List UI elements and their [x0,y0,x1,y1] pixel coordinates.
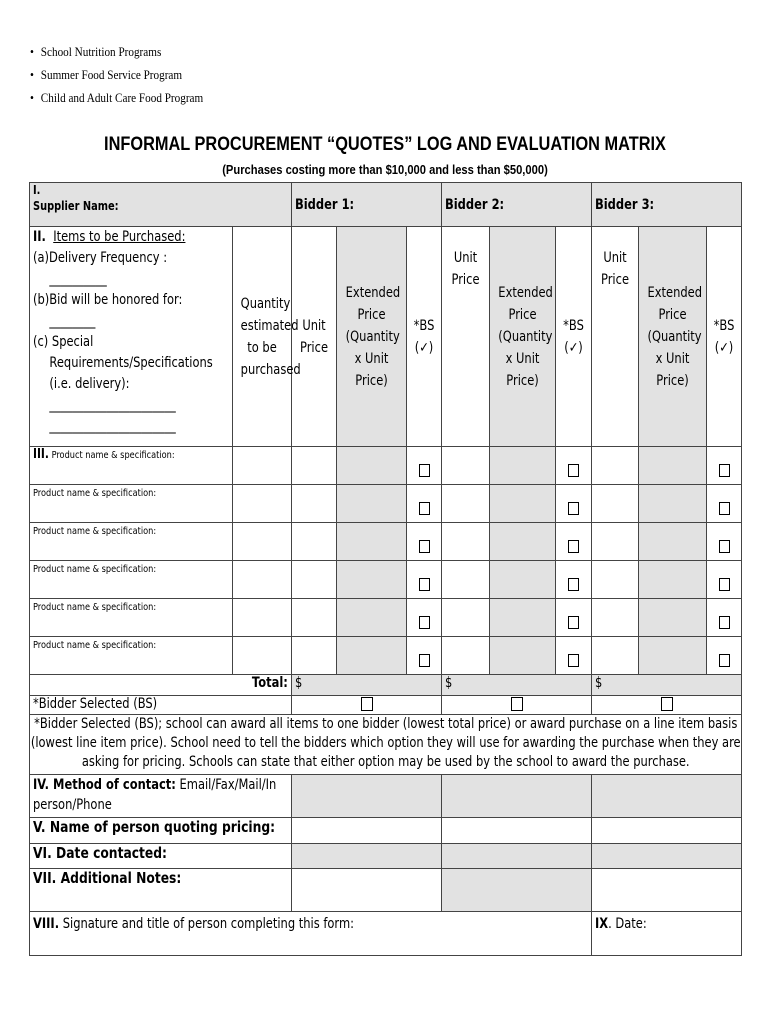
form-title: INFORMAL PROCUREMENT “QUOTES” LOG AND EVALUATION MATRIX [104,134,666,155]
bidder-2-selected-checkbox[interactable] [511,697,523,711]
method-bidder-1[interactable] [292,775,442,818]
bs-header: *BS (✓) [556,227,592,447]
program-list [30,40,203,109]
person-bidder-3[interactable] [592,818,742,844]
bs-checkbox[interactable] [568,540,579,553]
bs-checkbox[interactable] [419,502,430,515]
product-cell[interactable]: Product name & specification: [30,637,233,675]
bs-checkbox[interactable] [419,540,430,553]
bs-checkbox[interactable] [568,464,579,477]
total-bidder-1[interactable]: $ [292,675,442,696]
table-row [30,447,742,485]
bs-checkbox[interactable] [719,502,730,515]
bs-checkbox[interactable] [568,578,579,591]
signature-field[interactable]: VIII. Signature and title of person completing this form: [30,912,592,956]
date-field[interactable]: IX. Date: [592,912,742,956]
notes-bidder-1[interactable] [292,869,442,912]
bs-checkbox[interactable] [419,616,430,629]
notes-bidder-2[interactable] [442,869,592,912]
product-cell[interactable]: III. Product name & specification: [30,447,233,485]
bs-checkbox[interactable] [419,464,430,477]
date-bidder-3[interactable] [592,844,742,869]
date-bidder-1[interactable] [292,844,442,869]
extended-price-header: Extended Price (Quantity x Unit Price) [490,227,556,447]
person-bidder-1[interactable] [292,818,442,844]
bs-checkbox[interactable] [419,654,430,667]
bs-checkbox[interactable] [719,578,730,591]
program-item: • School Nutrition Programs [30,40,203,63]
bidder-3-selected-checkbox[interactable] [661,697,673,711]
bidder-1-header: Bidder 1: [292,183,442,227]
unit-price-header: Unit Price [442,227,490,447]
bidder-selected-label: *Bidder Selected (BS) [30,696,292,715]
program-item: • Summer Food Service Program [30,63,203,86]
extended-price-header: Extended Price (Quantity x Unit Price) [639,227,707,447]
method-of-contact-label: IV. Method of contact: Email/Fax/Mail/In person/Phone [30,775,292,818]
table-row [30,561,742,599]
method-bidder-2[interactable] [442,775,592,818]
bidder-3-header: Bidder 3: [592,183,742,227]
bidder-selected-note: *Bidder Selected (BS); school can award all items to one bidder (lowest total price) or award purchase on a line item basis (lowest line item price). School need to tell the bidders which option they will use for awarding the purchase when they are asking for pricing. Schools can state that either option may be used by the school to award the purchase. [30,715,742,775]
bs-checkbox[interactable] [719,616,730,629]
bs-checkbox[interactable] [719,654,730,667]
notes-bidder-3[interactable] [592,869,742,912]
bs-checkbox[interactable] [568,616,579,629]
total-bidder-2[interactable]: $ [442,675,592,696]
date-bidder-2[interactable] [442,844,592,869]
additional-notes-label: VII. Additional Notes: [30,869,292,912]
product-cell[interactable]: Product name & specification: [30,561,233,599]
quantity-header: Quantity estimated to be purchased [233,227,292,447]
table-row [30,599,742,637]
bs-checkbox[interactable] [568,654,579,667]
table-row [30,637,742,675]
unit-price-header: Unit Price [292,227,337,447]
total-label: Total: [30,675,292,696]
bs-checkbox[interactable] [419,578,430,591]
date-contacted-label: VI. Date contacted: [30,844,292,869]
product-cell[interactable]: Product name & specification: [30,599,233,637]
person-bidder-2[interactable] [442,818,592,844]
form-subtitle: (Purchases costing more than $10,000 and less than $50,000) [222,162,548,177]
person-quoting-label: V. Name of person quoting pricing: [30,818,292,844]
bidder-1-selected-checkbox[interactable] [361,697,373,711]
evaluation-matrix [29,182,742,956]
unit-price-header: Unit Price [592,227,639,447]
table-row [30,523,742,561]
supplier-name-cell: I. Supplier Name: [30,183,292,227]
items-to-purchase-cell: II. Items to be Purchased: (a)Delivery Frequency : __________ (b)Bid will be honored for: ________ (c) Special Requirements/Specifications (i.e. delivery): ______________________ ______________________ [30,227,233,447]
bs-checkbox[interactable] [719,540,730,553]
bs-header: *BS (✓) [707,227,742,447]
product-cell[interactable]: Product name & specification: [30,523,233,561]
bs-checkbox[interactable] [568,502,579,515]
bs-checkbox[interactable] [719,464,730,477]
program-item: • Child and Adult Care Food Program [30,86,203,109]
bidder-2-header: Bidder 2: [442,183,592,227]
table-row [30,485,742,523]
method-bidder-3[interactable] [592,775,742,818]
product-cell[interactable]: Product name & specification: [30,485,233,523]
total-bidder-3[interactable]: $ [592,675,742,696]
bs-header: *BS (✓) [407,227,442,447]
extended-price-header: Extended Price (Quantity x Unit Price) [337,227,407,447]
